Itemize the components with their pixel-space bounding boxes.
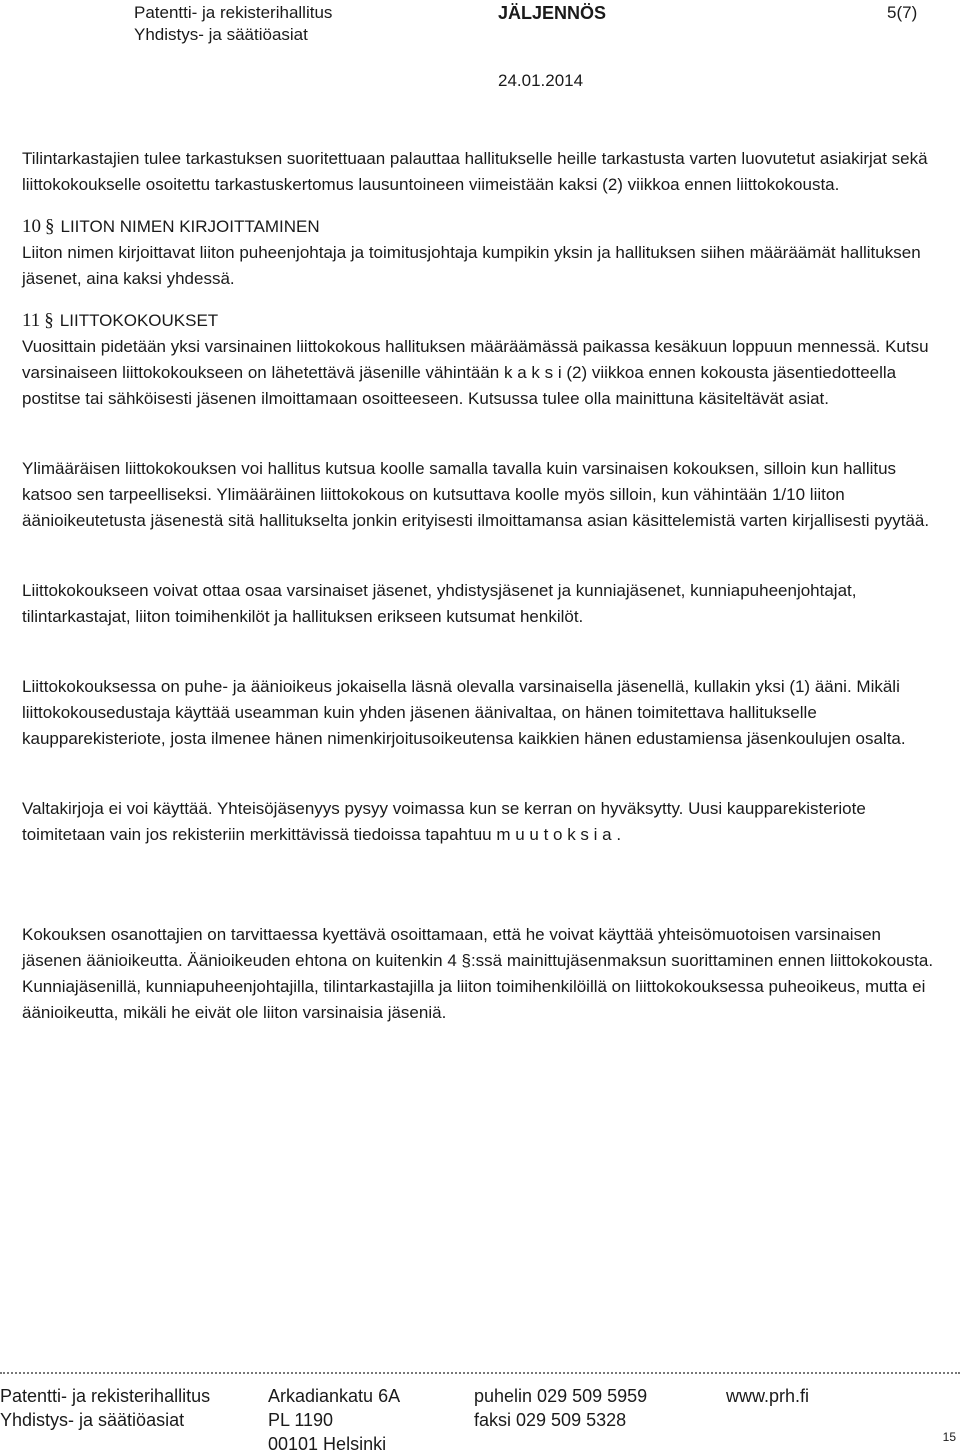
paragraph-proof-of-right: Kokouksen osanottajien on tarvittaessa kyettävä osoittamaan, että he voivat käyttää yhteisömuotoisen varsinaisen jäsenen äänioikeutta. Äänioikeuden ehtona on kuitenkin 4 §:ssä mainittujäsenmaksun suorittaminen ennen liittokokousta. Kunniajäsenillä, kunniapuheenjohtajilla, tilintarkastajilla ja liiton toimihenkilöillä on liittokokouksessa puheoikeus, mutta ei äänioikeutta, mikäli he eivät ole liiton varsinaisia jäseniä. — [22, 925, 934, 1022]
section-11-number: 11 — [22, 310, 41, 331]
paragraph-extraordinary-meeting: Ylimääräisen liittokokouksen voi hallitus kutsua koolle samalla tavalla kuin varsinaisen kokouksen, silloin kun hallitus katsoo sen tarpeelliseksi. Ylimääräinen liittokokous on kutsuttava koolle myös silloin, kun vähintään 1/10 liiton äänioikeutetusta jäsenestä sitä hallitukselta jonkin erityisesti ilmoittamansa asian käsittelemistä varten kirjallisesti pyytää. — [22, 459, 930, 530]
section-10 — [22, 214, 942, 292]
document-type-label: JÄLJENNÖS — [498, 3, 607, 23]
paragraph-attendance: Liittokokoukseen voivat ottaa osaa varsinaiset jäsenet, yhdistysjäsenet ja kunniajäsenet, kunniapuheenjohtajat, tilintarkastajat, liiton toimihenkilöt ja hallituksen erikseen kutsumat henkilöt. — [22, 581, 857, 626]
section-10-number: 10 — [22, 216, 41, 237]
header-organization — [134, 2, 332, 46]
section-10-text: Liiton nimen kirjoittavat liiton puheenjohtaja ja toimitusjohtaja kumpikin yksin ja hallituksen siihen määräämät hallituksen jäsenet, aina kaksi yhdessä. — [22, 243, 921, 288]
footer-fax: faksi 029 509 5328 — [474, 1410, 627, 1430]
footer-po-box: PL 1190 — [268, 1410, 334, 1430]
footer-organization — [0, 1384, 210, 1432]
footer-street: Arkadiankatu 6A — [268, 1386, 401, 1406]
document-body — [22, 146, 942, 1042]
section-10-title: LIITON NIMEN KIRJOITTAMINEN — [60, 217, 320, 236]
footer-website[interactable]: www.prh.fi — [726, 1386, 810, 1406]
footer-postal: 00101 Helsinki — [268, 1434, 387, 1454]
page-indicator: 5(7) — [887, 3, 918, 22]
section-11-heading — [22, 308, 942, 334]
paragraph-auditors: Tilintarkastajien tulee tarkastuksen suoritettuaan palauttaa hallitukselle heille tarkastusta varten luovutetut asiakirjat sekä liittokokoukselle osoitettu tarkastuskertomus lausuntoineen viimeistään kaksi (2) viikkoa ennen liittokokousta. — [22, 149, 928, 194]
section-sign: § — [44, 310, 54, 331]
paragraph-proxies: Valtakirjoja ei voi käyttää. Yhteisöjäsenyys pysyy voimassa kun se kerran on hyväksytty. Uusi kaupparekisteriote toimitetaan vain jos rekisteriin merkittävissä tiedoissa tapahtuu m u u t o k s i a . — [22, 799, 866, 844]
page-number: 15 — [942, 1430, 956, 1444]
footer-org-name: Patentti- ja rekisterihallitus — [0, 1386, 211, 1406]
header-org-unit: Yhdistys- ja säätiöasiat — [134, 25, 308, 44]
section-sign: § — [45, 216, 55, 237]
paragraph-voting-rights: Liittokokouksessa on puhe- ja äänioikeus jokaisella läsnä olevalla varsinaisella jäsenellä, kullakin yksi (1) ääni. Mikäli liittokokousedustaja käyttää useamman kuin yhden jäsenen äänivaltaa, on hänen toimitettava hallitukselle kaupparekisteriote, josta ilmenee hänen nimenkirjoitusoikeutensa kaikkien hänen edustamiensa jäsenkoulujen osalta. — [22, 677, 906, 748]
footer-contact — [474, 1384, 647, 1432]
header-org-name: Patentti- ja rekisterihallitus — [134, 3, 333, 22]
footer-address — [268, 1384, 400, 1456]
section-10-heading — [22, 214, 942, 240]
section-11 — [22, 308, 942, 412]
section-11-text: Vuosittain pidetään yksi varsinainen liittokokous hallituksen määräämässä paikassa kesäkuun loppuun mennessä. Kutsu varsinaiseen liittokokoukseen on lähetettävä jäsenille vähintään k a k s i (2) viikkoa ennen kokousta jäsentiedotteella postitse tai sähköisesti jäsenen ilmoittamaan osoitteeseen. Kutsussa tulee olla mainittuna käsiteltävät asiat. — [22, 337, 929, 408]
footer-phone: puhelin 029 509 5959 — [474, 1386, 648, 1406]
footer-divider — [0, 1372, 960, 1374]
document-date: 24.01.2014 — [498, 71, 584, 90]
section-11-title: LIITTOKOKOUKSET — [59, 311, 219, 330]
footer-org-unit: Yhdistys- ja säätiöasiat — [0, 1410, 185, 1430]
